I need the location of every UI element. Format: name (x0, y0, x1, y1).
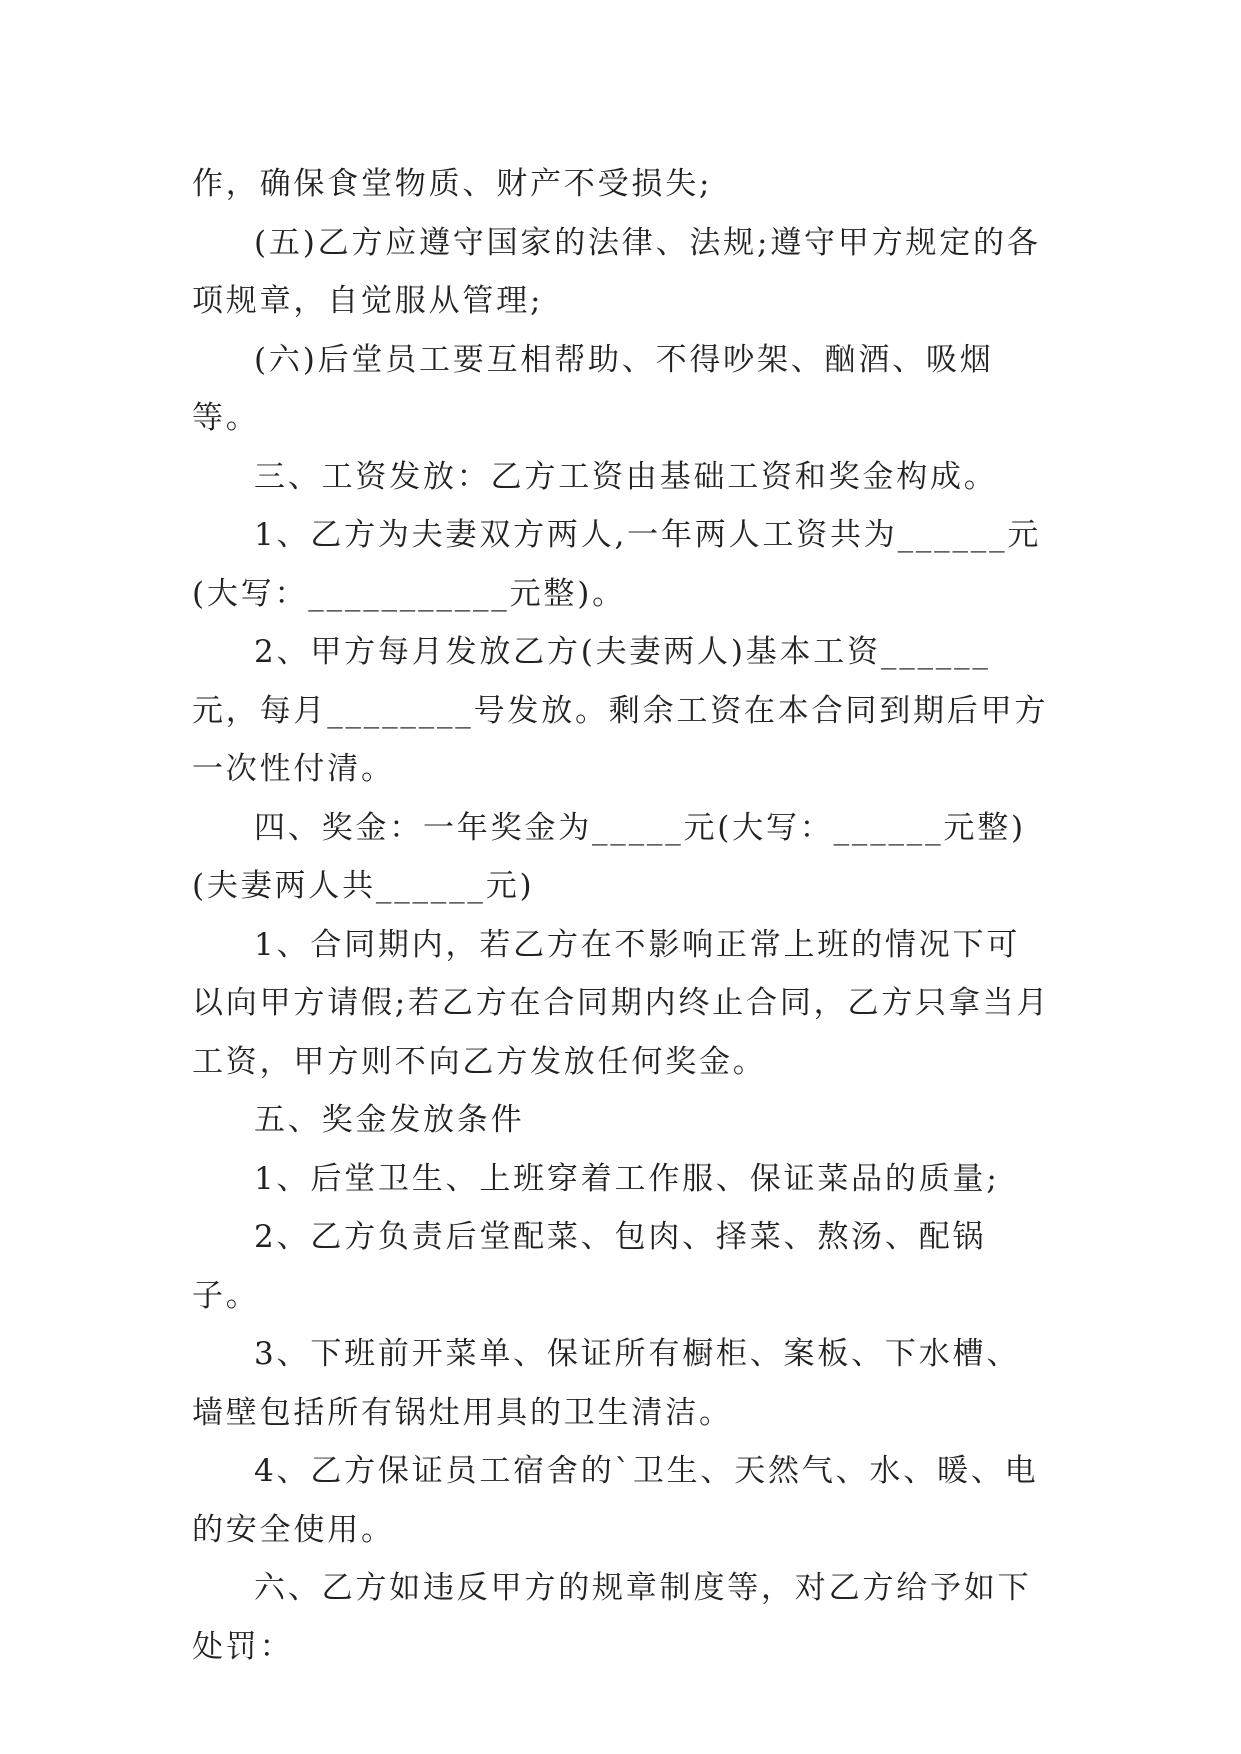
paragraph: 三、工资发放：乙方工资由基础工资和奖金构成。 (254, 458, 998, 495)
paragraph: (六)后堂员工要互相帮助、不得吵架、酗酒、吸烟等。 (192, 341, 994, 436)
paragraph: (五)乙方应遵守国家的法律、法规;遵守甲方规定的各项规章，自觉服从管理; (192, 224, 1041, 319)
paragraph: 2、甲方每月发放乙方(夫妻两人)基本工资______元，每月________号发放。剩余工资在本合同到期后甲方一次性付清。 (192, 634, 1049, 787)
paragraph: 作，确保食堂物质、财产不受损失; (192, 166, 713, 202)
paragraph: 五、奖金发放条件 (254, 1102, 525, 1138)
paragraph: 1、后堂卫生、上班穿着工作服、保证菜品的质量; (254, 1160, 1000, 1197)
paragraph: 1、乙方为夫妻双方两人,一年两人工资共为______元(大写：___________元整)。 (192, 517, 1042, 612)
paragraph: 四、奖金：一年奖金为_____元(大写：______元整)(夫妻两人共______元) (192, 809, 1026, 904)
paragraph: 4、乙方保证员工宿舍的`卫生、天然气、水、暖、电的安全使用。 (192, 1453, 1039, 1548)
paragraph: 2、乙方负责后堂配菜、包肉、择菜、熬汤、配锅子。 (192, 1219, 987, 1314)
paragraph: 六、乙方如违反甲方的规章制度等，对乙方给予如下处罚： (192, 1570, 1032, 1665)
document-body (192, 155, 1052, 1676)
paragraph: 1、合同期内，若乙方在不影响正常上班的情况下可以向甲方请假;若乙方在合同期内终止合同，乙方只拿当月工资，甲方则不向乙方发放任何奖金。 (192, 926, 1051, 1080)
paragraph: 3、下班前开菜单、保证所有橱柜、案板、下水槽、墙壁包括所有锅灶用具的卫生清洁。 (192, 1336, 1021, 1431)
